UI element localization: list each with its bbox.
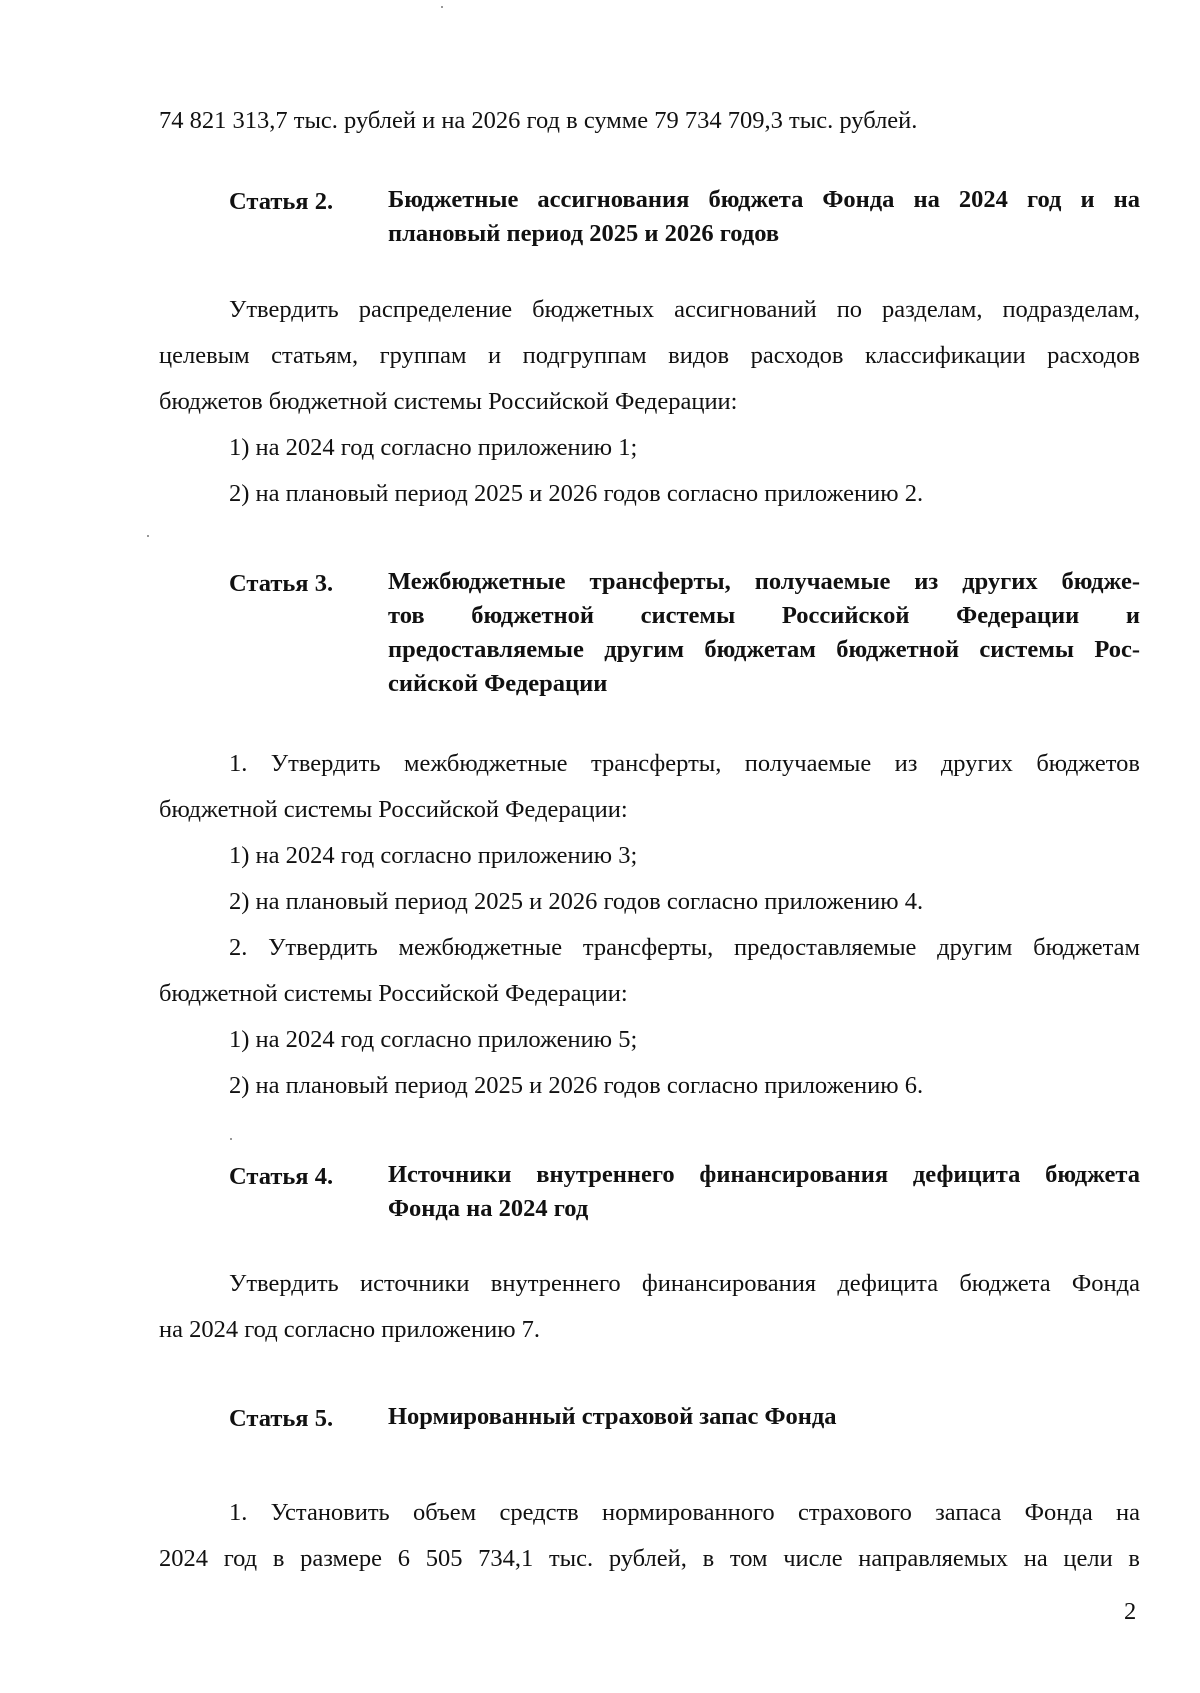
article-3-list-item: 1) на 2024 год согласно приложению 5; <box>229 1026 638 1053</box>
scan-speck <box>147 535 149 537</box>
article-3-paragraph-line: 2. Утвердить межбюджетные трансферты, предоставляемые другим бюджетам <box>229 934 1140 961</box>
article-3-title <box>388 565 1140 701</box>
article-2-list-item: 2) на плановый период 2025 и 2026 годов согласно приложению 2. <box>229 480 924 507</box>
article-2-title <box>388 183 1140 251</box>
article-3-list-item: 2) на плановый период 2025 и 2026 годов согласно приложению 4. <box>229 888 924 915</box>
article-4-paragraph-line: на 2024 год согласно приложению 7. <box>159 1316 541 1343</box>
article-2-paragraph-line: бюджетов бюджетной системы Российской Федерации: <box>159 388 738 415</box>
article-3-list-item: 1) на 2024 год согласно приложению 3; <box>229 842 638 869</box>
article-4-label: Статья 4. <box>229 1163 334 1190</box>
article-2-label: Статья 2. <box>229 188 334 215</box>
article-3-title-line: предоставляемые другим бюджетам бюджетной системы Рос- <box>388 636 1140 663</box>
article-5-title <box>388 1400 1140 1434</box>
article-4-title-line: Фонда на 2024 год <box>388 1195 589 1222</box>
article-3-paragraph-line: бюджетной системы Российской Федерации: <box>159 980 628 1007</box>
article-2-title-line: Бюджетные ассигнования бюджета Фонда на 2024 год и на <box>388 186 1140 213</box>
article-3-paragraph-line: бюджетной системы Российской Федерации: <box>159 796 628 823</box>
article-4-paragraph-line: Утвердить источники внутреннего финансирования дефицита бюджета Фонда <box>229 1270 1140 1297</box>
article-5-title-line: Нормированный страховой запас Фонда <box>388 1403 837 1430</box>
article-5-paragraph-line: 2024 год в размере 6 505 734,1 тыс. рублей, в том числе направляемых на цели в <box>159 1545 1140 1572</box>
article-5-label: Статья 5. <box>229 1405 334 1432</box>
article-2-list-item: 1) на 2024 год согласно приложению 1; <box>229 434 638 461</box>
article-2-paragraph-line: Утвердить распределение бюджетных ассигнований по разделам, подразделам, <box>229 296 1140 323</box>
article-3-paragraph-line: 1. Утвердить межбюджетные трансферты, получаемые из других бюджетов <box>229 750 1140 777</box>
article-4-title-line: Источники внутреннего финансирования дефицита бюджета <box>388 1161 1140 1188</box>
article-2-title-line: плановый период 2025 и 2026 годов <box>388 220 780 247</box>
paragraph-continuation: 74 821 313,7 тыс. рублей и на 2026 год в сумме 79 734 709,3 тыс. рублей. <box>159 107 918 134</box>
page-number: 2 <box>1124 1598 1137 1625</box>
article-3-list-item: 2) на плановый период 2025 и 2026 годов согласно приложению 6. <box>229 1072 924 1099</box>
scan-speck <box>441 6 443 8</box>
article-2-paragraph-line: целевым статьям, группам и подгруппам видов расходов классификации расходов <box>159 342 1140 369</box>
scan-speck <box>230 1138 232 1140</box>
article-3-title-line: Межбюджетные трансферты, получаемые из других бюдже- <box>388 568 1140 595</box>
article-4-title <box>388 1158 1140 1226</box>
article-3-title-line: тов бюджетной системы Российской Федерации и <box>388 602 1140 629</box>
article-3-label: Статья 3. <box>229 570 334 597</box>
article-5-paragraph-line: 1. Установить объем средств нормированного страхового запаса Фонда на <box>229 1499 1140 1526</box>
article-3-title-line: сийской Федерации <box>388 670 608 697</box>
